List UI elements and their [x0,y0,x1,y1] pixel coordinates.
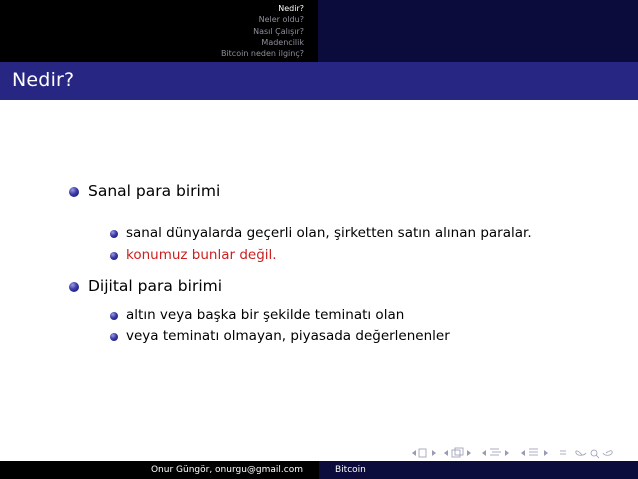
sub-list-item-highlighted [110,246,532,264]
nav-section-nedir[interactable]: Nedir? [278,4,304,13]
navigation-symbols-graphic [410,446,632,460]
footer-title-box [319,461,638,479]
section-list [221,3,304,59]
sub-list-item-label: konumuz bunlar değil. [126,247,277,263]
bullet-ball-icon [69,282,79,292]
sub-bullet-list [110,306,450,345]
sub-list-item [110,327,450,345]
bullet-ball-icon [110,252,118,260]
sub-list-item-label: sanal dünyalarda geçerli olan, şirketten satın alınan paralar. [126,225,532,241]
nav-section-bitcoin-neden-ilginc[interactable]: Bitcoin neden ilginç? [220,49,304,59]
nav-section-nasil-calisir[interactable]: Nasıl Çalışır? [253,26,304,36]
appendix-nav-icon[interactable] [560,451,566,454]
sub-list-item [110,306,450,324]
header-navigation [0,0,638,62]
footer-author: Onur Güngör, onurgu@gmail.com [150,465,303,475]
frame-nav-icon[interactable] [412,449,436,457]
footer-author-box [0,461,319,479]
list-item [66,276,222,296]
bullet-ball-icon [110,312,118,320]
sub-bullet-list [110,224,532,264]
bullet-ball-icon [69,187,79,197]
section-nav-icon[interactable] [482,449,509,456]
list-item-label: Sanal para birimi [88,182,221,200]
bullet-ball-icon [110,230,118,238]
section-navigation [0,0,318,62]
bullet-ball-icon [110,333,118,341]
frame-title-bar [0,62,638,100]
bullet-list [66,276,222,296]
subsection-navigation [318,0,638,62]
list-item [66,181,220,201]
footer-title: Bitcoin [335,465,366,475]
subsection-nav-icon[interactable] [444,448,471,457]
frame-title: Nedir? [12,69,75,91]
presentation-nav-icon[interactable] [521,449,548,456]
navigation-symbols [410,445,632,459]
list-item-label: Dijital para birimi [88,277,223,295]
bullet-list [66,181,220,201]
sub-list-item-label: veya teminatı olmayan, piyasada değerlenenler [126,328,450,344]
nav-section-neler-oldu[interactable]: Neler oldu? [258,15,304,25]
sub-list-item [110,224,532,242]
search-icon[interactable] [576,450,612,458]
sub-list-item-label: altın veya başka bir şekilde teminatı olan [126,307,405,323]
footer [0,461,638,479]
nav-section-madencilik[interactable]: Madencilik [261,37,304,47]
